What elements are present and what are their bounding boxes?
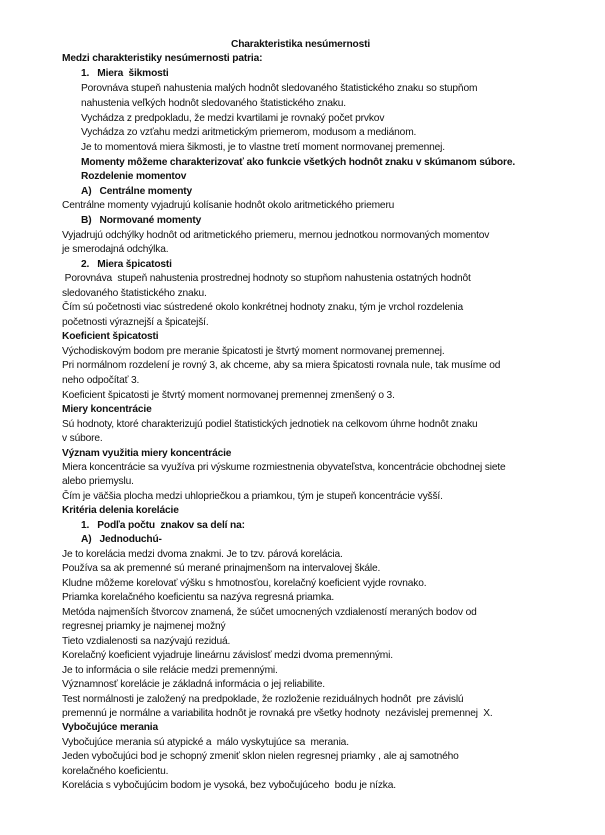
text-line: Tieto vzdialenosti sa nazývajú reziduá.	[62, 636, 231, 647]
text-line: Test normálnosti je založený na predpoklade, že rozloženie reziduálnych hodnôt pre závislú	[62, 694, 464, 705]
heading-concentration-use: Význam využitia miery koncentrácie	[62, 448, 232, 459]
text-line: Korelácia s vybočujúcim bodom je vysoká, bez vybočujúceho bodu je nízka.	[62, 780, 396, 791]
heading-correlation-criteria: Kritéria delenia korelácie	[62, 505, 179, 516]
text-line: alebo priemyslu.	[62, 476, 134, 487]
text-line: regresnej priamky je najmenej možný	[62, 621, 226, 632]
bold-statement: Momenty môžeme charakterizovať ako funkcie všetkých hodnôt znaku v skúmanom súbore.	[81, 157, 516, 168]
text-line: Metóda najmenších štvorcov znamená, že súčet umocnených vzdialeností meraných bodov od	[62, 607, 477, 618]
text-line: Vyjadrujú odchýlky hodnôt od aritmetického priemeru, mernou jednotkou normovaných momentov	[62, 230, 490, 241]
text-line: Čím je väčšia plocha medzi uhlopriečkou a priamkou, tým je stupeň koncentrácie vyšší.	[62, 491, 443, 502]
text-line: neho odpočítať 3.	[62, 375, 140, 386]
text-line: Porovnáva stupeň nahustenia malých hodnôt sledovaného štatistického znaku so stupňom	[81, 83, 478, 94]
text-line: Používa sa ak premenné sú merané prinajmenšom na intervalovej škále.	[62, 563, 381, 574]
text-line: Vychádza zo vzťahu medzi aritmetickým priemerom, modusom a mediánom.	[81, 127, 417, 138]
text-line: Centrálne momenty vyjadrujú kolísanie hodnôt okolo aritmetického priemeru	[62, 200, 395, 211]
text-line: Jeden vybočujúci bod je schopný zmeniť sklon nielen regresnej priamky , ale aj samotného	[62, 751, 459, 762]
subheading-normed-moments: B) Normované momenty	[81, 215, 202, 226]
page-title: Charakteristika nesúmernosti	[231, 39, 371, 50]
intro-heading: Medzi charakteristiky nesúmernosti patria:	[62, 53, 263, 64]
text-line: je smerodajná odchýlka.	[62, 244, 169, 255]
heading-outliers: Vybočujúce merania	[62, 722, 159, 733]
text-line: Vybočujúce merania sú atypické a málo vyskytujúce sa merania.	[62, 737, 349, 748]
subheading-central-moments: A) Centrálne momenty	[81, 186, 193, 197]
text-line: Východiskovým bodom pre meranie špicatosti je štvrtý moment normovanej premennej.	[62, 346, 445, 357]
heading-kurtosis-coefficient: Koeficient špicatosti	[62, 331, 159, 342]
subheading-by-count: 1. Podľa počtu znakov sa delí na:	[81, 520, 245, 531]
subheading-simple: A) Jednoduchú-	[81, 534, 162, 545]
text-line: Koeficient špicatosti je štvrtý moment normovanej premennej zmenšený o 3.	[62, 390, 395, 401]
text-line: v súbore.	[62, 433, 103, 444]
text-line: početnosti výraznejší a špicatejší.	[62, 317, 209, 328]
text-line: Korelačný koeficient vyjadruje lineárnu závislosť medzi dvoma premennými.	[62, 650, 393, 661]
subheading-moments: Rozdelenie momentov	[81, 171, 187, 182]
text-line: Kludne môžeme korelovať výšku s hmotnosťou, korelačný koeficient vyjde rovnako.	[62, 578, 427, 589]
text-line: sledovaného štatistického znaku.	[62, 288, 207, 299]
text-line: Miera koncentrácie sa využíva pri výskume rozmiestnenia obyvateľstva, koncentrácie obchodnej siete	[62, 462, 506, 473]
text-line: premennú je normálne a variabilita hodnôt je rovnaká pre všetky hodnoty nezávislej premennej X.	[62, 708, 493, 719]
section-heading-skewness: 1. Miera šikmosti	[81, 68, 169, 79]
text-line: Je to momentová miera šikmosti, je to vlastne tretí moment normovanej premennej.	[81, 142, 445, 153]
text-line: Je to informácia o sile relácie medzi premennými.	[62, 665, 278, 676]
text-line: Sú hodnoty, ktoré charakterizujú podiel štatistických jednotiek na celkovom úhrne hodnôt znaku	[62, 419, 478, 430]
text-line: Priamka korelačného koeficientu sa nazýva regresná priamka.	[62, 592, 335, 603]
text-line: nahustenia veľkých hodnôt sledovaného štatistického znaku.	[81, 98, 346, 109]
text-line: korelačného koeficientu.	[62, 766, 169, 777]
section-heading-kurtosis: 2. Miera špicatosti	[81, 259, 172, 270]
heading-concentration: Miery koncentrácie	[62, 404, 152, 415]
text-line: Vychádza z predpokladu, že medzi kvartilami je rovnaký počet prvkov	[81, 113, 385, 124]
text-line: Porovnáva stupeň nahustenia prostrednej hodnoty so stupňom nahustenia ostatných hodnôt	[62, 273, 471, 284]
text-line: Čím sú početnosti viac sústredené okolo konkrétnej hodnoty znaku, tým je vrchol rozdelenia	[62, 302, 464, 313]
text-line: Pri normálnom rozdelení je rovný 3, ak chceme, aby sa miera špicatosti rovnala nule, tak musíme od	[62, 360, 501, 371]
text-line: Významnosť korelácie je základná informácia o jej reliabilite.	[62, 679, 325, 690]
text-line: Je to korelácia medzi dvoma znakmi. Je to tzv. párová korelácia.	[62, 549, 343, 560]
